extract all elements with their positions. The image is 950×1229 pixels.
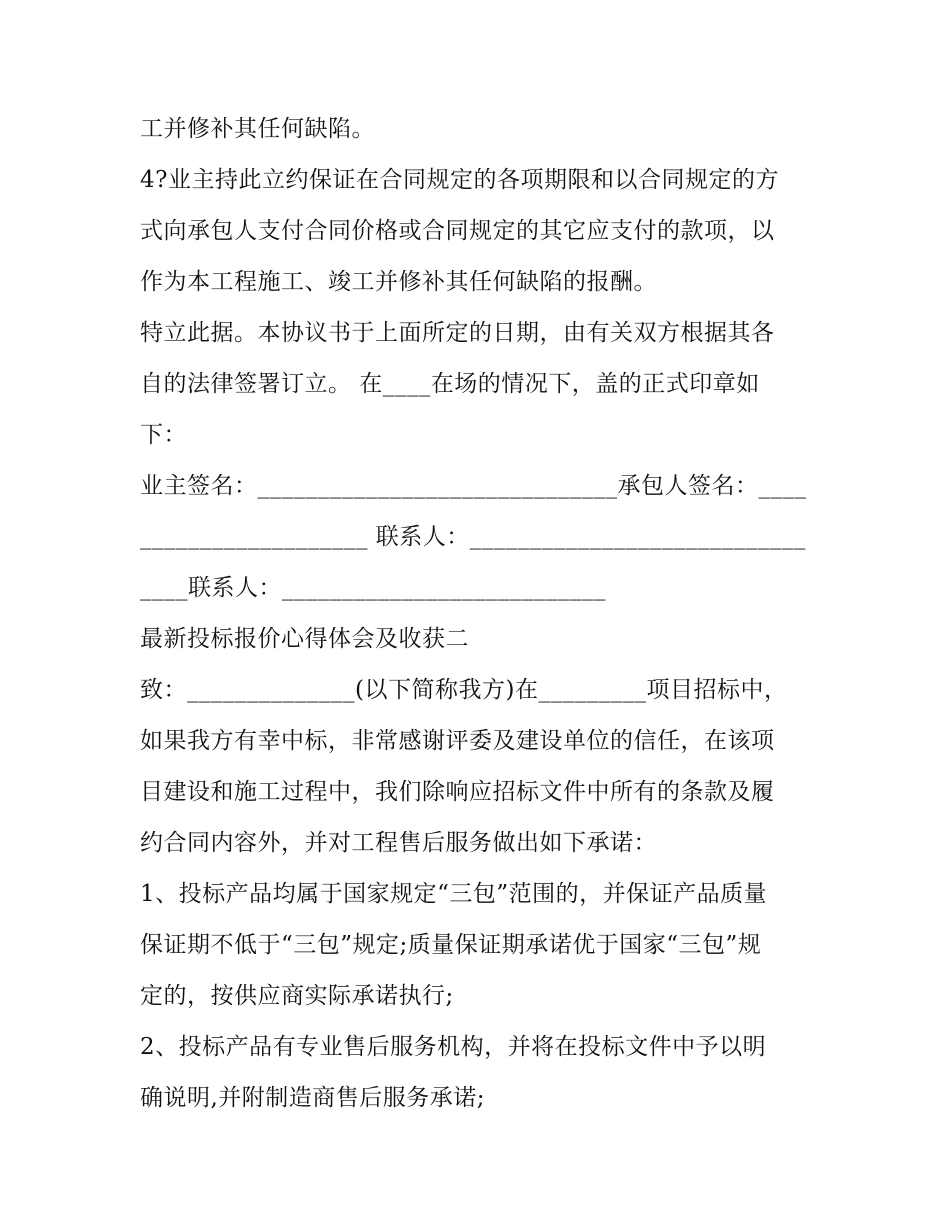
text-line: 致：______________(以下简称我方)在_________项目招标中， [140, 677, 788, 703]
text-line: 定的，按供应商实际承诺执行; [140, 983, 454, 1009]
signature-line-owner: 业主签名：______________________________承包人签名：____ [140, 473, 807, 499]
text-line: 式向承包人支付合同价格或合同规定的其它应支付的款项，以 [140, 218, 775, 244]
text-line: 4?业主持此立约保证在合同规定的各项期限和以合同规定的方 [140, 167, 779, 193]
text-line: 确说明,并附制造商售后服务承诺; [140, 1085, 486, 1111]
text-line: 特立此据。本协议书于上面所定的日期，由有关双方根据其各 [140, 320, 775, 346]
signature-line-contact-2: ____联系人：___________________________ [140, 575, 606, 601]
text-line: 2、投标产品有专业售后服务机构，并将在投标文件中予以明 [140, 1034, 767, 1060]
text-line: 1、投标产品均属于国家规定“三包”范围的，并保证产品质量 [140, 881, 768, 907]
text-line: 保证期不低于“三包”规定;质量保证期承诺优于国家“三包”规 [140, 932, 762, 958]
signature-line-contact: ___________________ 联系人：____________________________ [140, 524, 806, 550]
text-line: 工并修补其任何缺陷。 [140, 116, 375, 142]
text-line: 约合同内容外，并对工程售后服务做出如下承诺： [140, 830, 657, 856]
document-page [140, 104, 820, 1124]
text-line: 目建设和施工过程中，我们除响应招标文件中所有的条款及履 [140, 779, 775, 805]
text-line: 如果我方有幸中标，非常感谢评委及建设单位的信任，在该项 [140, 728, 775, 754]
section-heading: 最新投标报价心得体会及收获二 [140, 626, 469, 652]
text-line: 作为本工程施工、竣工并修补其任何缺陷的报酬。 [140, 269, 657, 295]
text-line: 自的法律签署订立。 在____在场的情况下，盖的正式印章如 [140, 371, 760, 397]
text-line: 下： [140, 422, 187, 448]
